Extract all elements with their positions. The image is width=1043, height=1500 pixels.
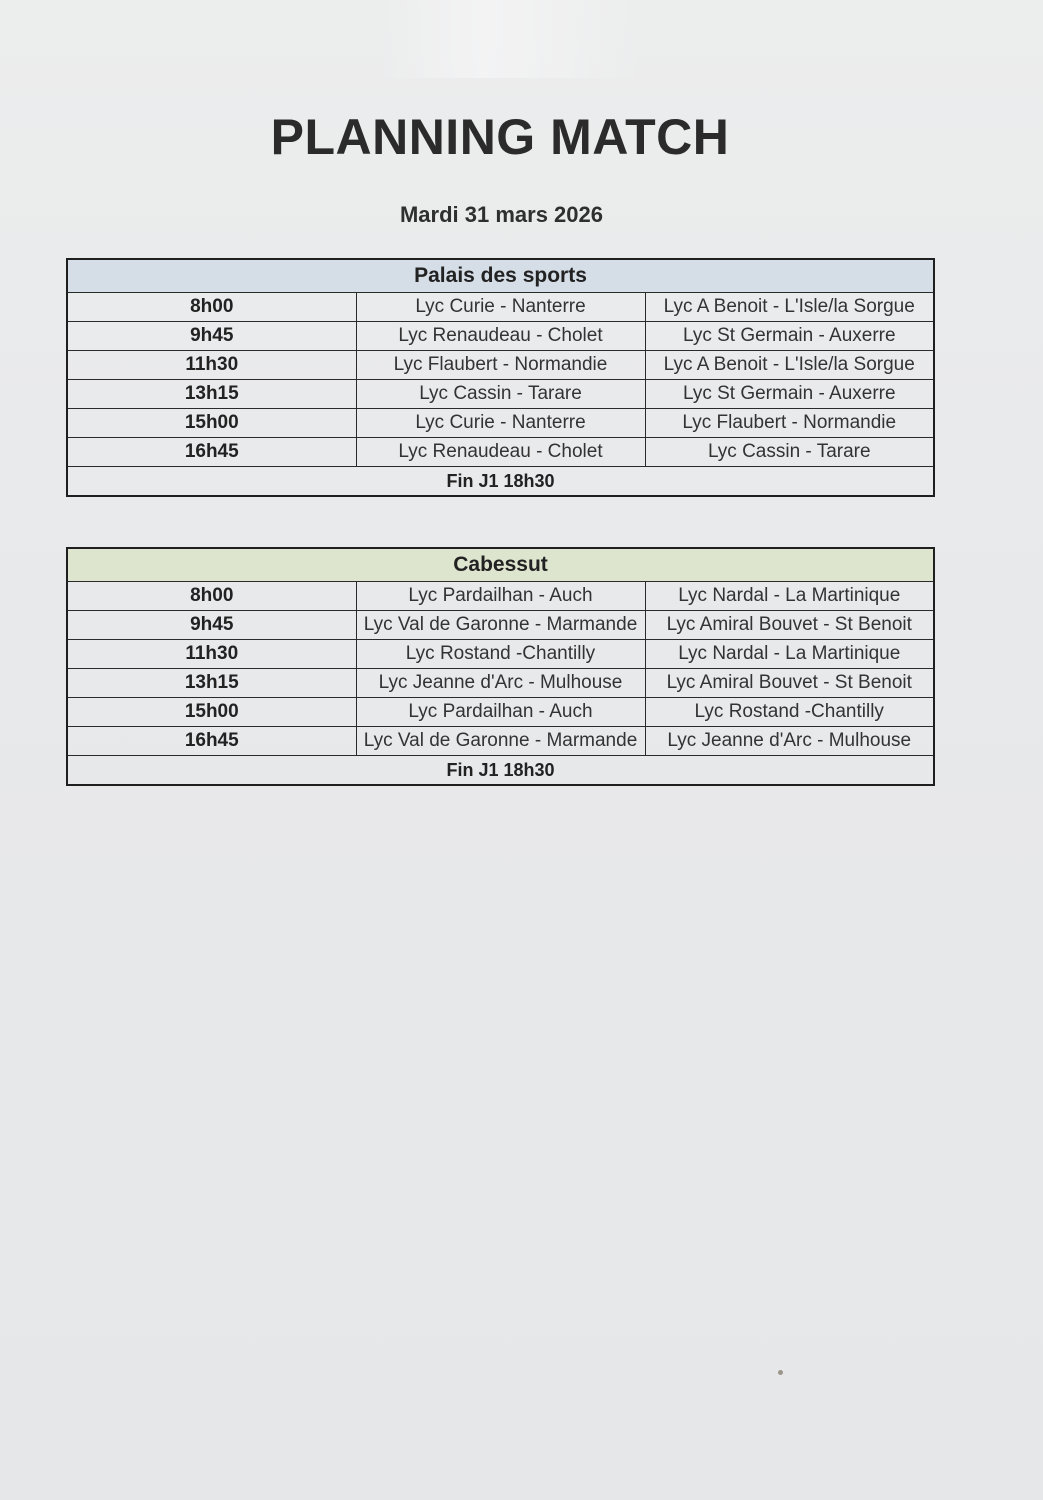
table-row xyxy=(67,409,934,438)
team-b: Lyc Rostand -Chantilly xyxy=(645,698,934,727)
match-time: 8h00 xyxy=(67,582,356,611)
team-b: Lyc A Benoit - L'Isle/la Sorgue xyxy=(645,351,934,380)
table-row xyxy=(67,438,934,467)
venue-name: Cabessut xyxy=(67,548,934,582)
match-time: 11h30 xyxy=(67,640,356,669)
page-title: PLANNING MATCH xyxy=(270,109,730,165)
team-b: Lyc Nardal - La Martinique xyxy=(645,582,934,611)
team-a: Lyc Curie - Nanterre xyxy=(356,293,645,322)
team-a: Lyc Cassin - Tarare xyxy=(356,380,645,409)
match-time: 16h45 xyxy=(67,438,356,467)
match-time: 8h00 xyxy=(67,293,356,322)
team-b: Lyc St Germain - Auxerre xyxy=(645,322,934,351)
team-a: Lyc Pardailhan - Auch xyxy=(356,582,645,611)
venue-name: Palais des sports xyxy=(67,259,934,293)
table-row xyxy=(67,669,934,698)
page-date: Mardi 31 mars 2026 xyxy=(399,202,604,227)
team-a: Lyc Renaudeau - Cholet xyxy=(356,322,645,351)
match-time: 13h15 xyxy=(67,380,356,409)
team-b: Lyc Amiral Bouvet - St Benoit xyxy=(645,669,934,698)
team-b: Lyc Nardal - La Martinique xyxy=(645,640,934,669)
match-time: 9h45 xyxy=(67,322,356,351)
table-row xyxy=(67,293,934,322)
table-row xyxy=(67,727,934,756)
end-of-day-label: Fin J1 18h30 xyxy=(67,467,934,497)
end-row xyxy=(67,467,934,497)
venue-header-row xyxy=(67,548,934,582)
match-time: 15h00 xyxy=(67,409,356,438)
paper-glare xyxy=(380,0,640,78)
team-b: Lyc Cassin - Tarare xyxy=(645,438,934,467)
schedule-table-palais-des-sports xyxy=(66,258,935,497)
team-a: Lyc Rostand -Chantilly xyxy=(356,640,645,669)
team-b: Lyc Amiral Bouvet - St Benoit xyxy=(645,611,934,640)
match-time: 11h30 xyxy=(67,351,356,380)
end-of-day-label: Fin J1 18h30 xyxy=(67,756,934,786)
table-row xyxy=(67,582,934,611)
team-a: Lyc Curie - Nanterre xyxy=(356,409,645,438)
table-row xyxy=(67,611,934,640)
table-row xyxy=(67,640,934,669)
team-a: Lyc Val de Garonne - Marmande xyxy=(356,727,645,756)
schedule-table-cabessut xyxy=(66,547,935,786)
team-a: Lyc Pardailhan - Auch xyxy=(356,698,645,727)
match-time: 15h00 xyxy=(67,698,356,727)
end-row xyxy=(67,756,934,786)
team-b: Lyc A Benoit - L'Isle/la Sorgue xyxy=(645,293,934,322)
team-a: Lyc Renaudeau - Cholet xyxy=(356,438,645,467)
team-a: Lyc Jeanne d'Arc - Mulhouse xyxy=(356,669,645,698)
table-row xyxy=(67,698,934,727)
paper-speck xyxy=(778,1370,783,1375)
team-a: Lyc Val de Garonne - Marmande xyxy=(356,611,645,640)
match-time: 9h45 xyxy=(67,611,356,640)
match-time: 13h15 xyxy=(67,669,356,698)
team-b: Lyc Jeanne d'Arc - Mulhouse xyxy=(645,727,934,756)
table-row xyxy=(67,351,934,380)
table-row xyxy=(67,322,934,351)
team-a: Lyc Flaubert - Normandie xyxy=(356,351,645,380)
venue-header-row xyxy=(67,259,934,293)
table-row xyxy=(67,380,934,409)
team-b: Lyc St Germain - Auxerre xyxy=(645,380,934,409)
team-b: Lyc Flaubert - Normandie xyxy=(645,409,934,438)
match-time: 16h45 xyxy=(67,727,356,756)
